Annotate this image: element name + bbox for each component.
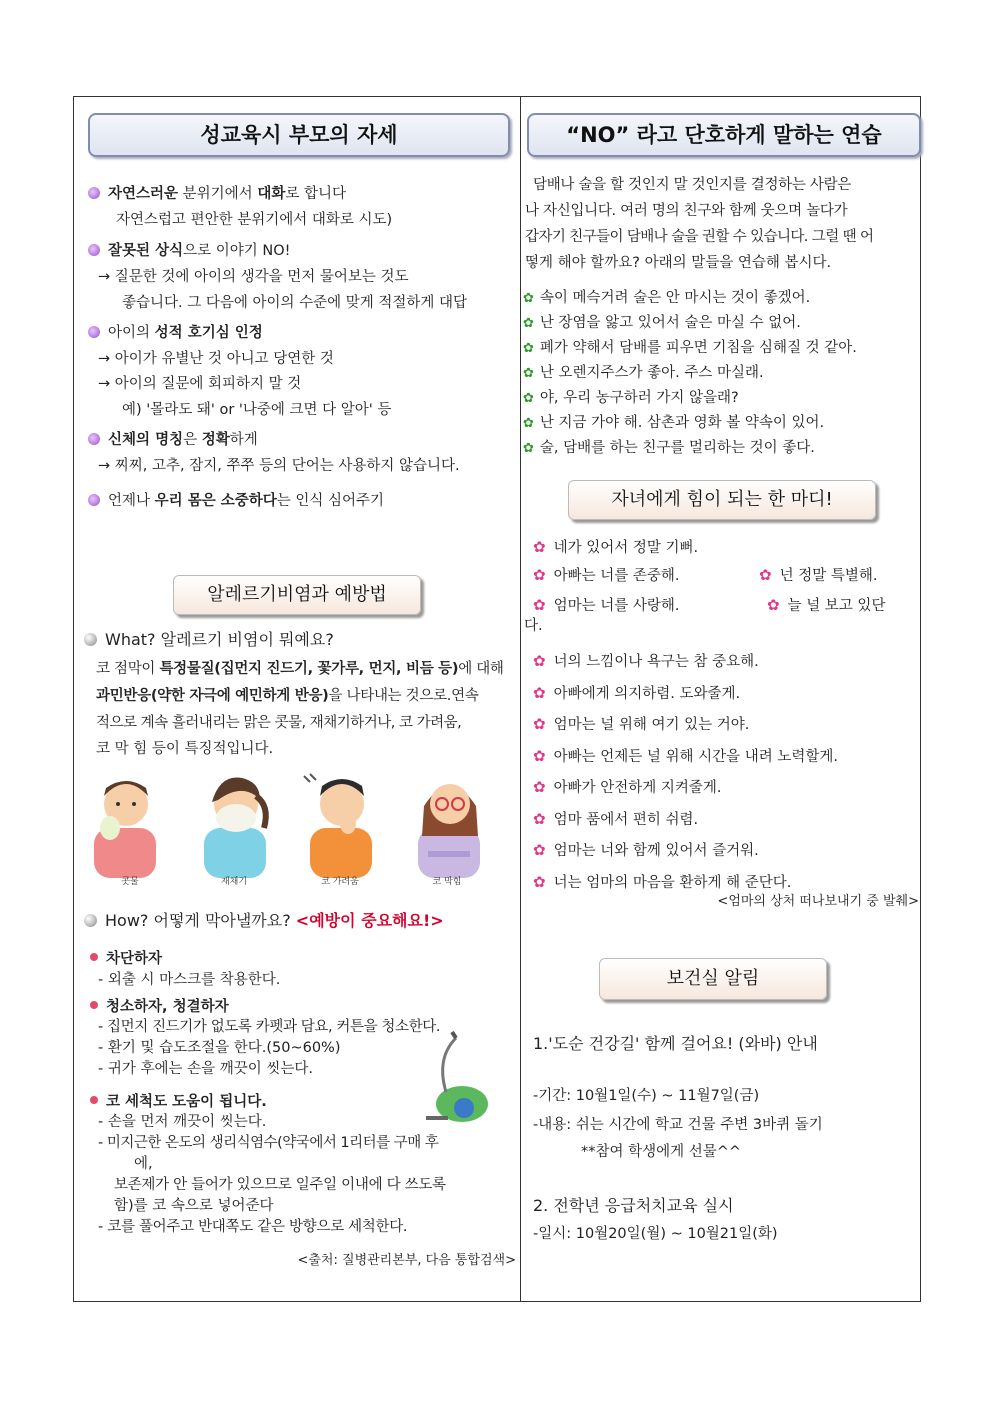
- prevention-2-line-2: - 환기 및 습도조절을 한다.(50~60%): [98, 1040, 341, 1056]
- caption-runny-nose: 콧물: [121, 877, 139, 887]
- caption-itchy-nose: 코 가려움: [321, 877, 359, 887]
- notice-1-content: -내용: 쉬는 시간에 학교 건물 주변 3바퀴 돌기: [533, 1117, 823, 1133]
- prevention-1-line-1: - 외출 시 마스크를 착용한다.: [98, 972, 281, 988]
- prevention-2-line-3: - 귀가 후에는 손을 깨끗이 씻는다.: [98, 1061, 313, 1077]
- prevention-2-title: 청소하자, 청결하자: [90, 996, 229, 1018]
- no-phrase-item: ✿ 난 장염을 앓고 있어서 술은 마실 수 없어.: [523, 315, 801, 331]
- sprout-icon: ✿: [523, 416, 534, 431]
- dot-icon: [90, 953, 98, 961]
- flower-icon: ✿: [533, 809, 546, 828]
- prevention-3-line-5: 함)를 코 속으로 넣어준다: [114, 1198, 274, 1214]
- dot-icon: [90, 1001, 98, 1009]
- source-note: <출처: 질병관리본부, 다음 통합검색>: [297, 1253, 516, 1268]
- what-line-3: 적으로 계속 흘러내리는 맑은 콧물, 재채기하거나, 코 가려움,: [96, 715, 462, 731]
- dot-icon: [90, 1096, 98, 1104]
- prevention-3-line-2: - 미지근한 온도의 생리식염수(약국에서 1리터를 구매 후: [98, 1135, 439, 1151]
- encouragement-list: [533, 646, 838, 898]
- notice-1-gift: **참여 학생에게 선물^^: [581, 1144, 742, 1160]
- health-room-notice-title: 보건실 알림: [599, 958, 827, 1000]
- flower-icon: ✿: [533, 872, 546, 891]
- encouragement-item: ✿ 너의 느낌이나 욕구는 참 중요해.: [533, 652, 759, 670]
- intro-line-2: 나 자신입니다. 여러 명의 친구와 함께 웃으며 놀다가: [525, 203, 848, 219]
- no-phrase-list: [523, 286, 857, 461]
- item-1-head: 자연스러운 분위기에서 대화로 합니다: [88, 182, 346, 207]
- what-question: What? 알레르기 비염이 뭐예요?: [84, 627, 334, 652]
- sprout-icon: ✿: [523, 441, 534, 456]
- sprout-icon: ✿: [523, 391, 534, 406]
- phrase-row-3: ✿ 엄마는 너를 사랑해.: [533, 596, 680, 614]
- flower-icon: ✿: [533, 683, 546, 702]
- encouragement-item: ✿ 엄마 품에서 편히 쉬렴.: [533, 809, 699, 828]
- item-4-line-1: → 찌찌, 고추, 잠지, 쭈쭈 등의 단어는 사용하지 않습니다.: [98, 458, 460, 474]
- flower-icon: ✿: [533, 652, 546, 670]
- phrase-row-3c: 다.: [524, 618, 543, 634]
- encouragement-title: 자녀에게 힘이 되는 한 마디!: [568, 480, 876, 520]
- item-5-head: 언제나 우리 몸은 소중하다는 인식 심어주기: [88, 489, 384, 514]
- no-phrase-item: ✿ 폐가 약해서 담배를 피우면 기침을 심해질 것 같아.: [523, 340, 857, 356]
- phrase-row-1: ✿ 네가 있어서 정말 기뻐.: [533, 538, 699, 556]
- stuffy-nose-illustration: [404, 766, 494, 884]
- vacuum-cleaner-illustration: [416, 1028, 492, 1126]
- what-line-2: 과민반응(약한 자극에 예민하게 반응)을 나타내는 것으로.연속: [96, 688, 479, 704]
- phrase-row-2: ✿ 아빠는 너를 존중해.: [533, 566, 680, 584]
- no-phrase-item: ✿ 속이 메슥거려 술은 안 마시는 것이 좋겠어.: [523, 290, 811, 306]
- encouragement-item: ✿ 너는 엄마의 마음을 환하게 해 준단다.: [533, 872, 792, 891]
- flower-icon: ✿: [533, 538, 546, 556]
- prevention-2-line-1: - 집먼지 진드기가 없도록 카펫과 담요, 커튼을 청소한다.: [98, 1019, 441, 1035]
- item-2-line-1: → 질문한 것에 아이의 생각을 먼저 물어보는 것도: [98, 269, 409, 285]
- flower-icon: [88, 187, 100, 199]
- say-no-title: “NO” 라고 단호하게 말하는 연습: [527, 113, 921, 157]
- runny-nose-illustration: [80, 766, 170, 884]
- flower-icon: [88, 494, 100, 506]
- ball-icon: [84, 914, 97, 927]
- flower-icon: ✿: [767, 596, 780, 614]
- phrase-row-3b: ✿ 늘 널 보고 있단: [767, 596, 886, 614]
- caption-sneeze: 재채기: [220, 877, 248, 887]
- encouragement-item: ✿ 엄마는 널 위해 여기 있는 거야.: [533, 715, 750, 733]
- how-question: How? 어떻게 막아낼까요? <예방이 중요해요!>: [84, 908, 444, 933]
- intro-line-1: 담배나 술을 할 것인지 말 것인지를 결정하는 사람은: [533, 177, 852, 193]
- item-3-line-2: → 아이의 질문에 회피하지 말 것: [98, 376, 302, 392]
- item-3-line-3: 예) '몰라도 돼' or '나중에 크면 다 알아' 등: [122, 402, 392, 418]
- item-2-head: 잘못된 상식으로 이야기 NO!: [88, 239, 290, 264]
- encouragement-item: ✿ 엄마는 너와 함께 있어서 즐거워.: [533, 841, 759, 859]
- notice-2-date: -일시: 10월20일(월) ~ 10월21일(화): [533, 1226, 778, 1242]
- notice-1-title: 1.'도순 건강길' 함께 걸어요! (와바) 안내: [533, 1034, 818, 1053]
- notice-2-title: 2. 전학년 응급처치교육 실시: [533, 1196, 734, 1215]
- prevention-3-line-1: - 손을 먼저 깨끗이 씻는다.: [98, 1114, 267, 1130]
- prevention-3-line-3: 에,: [134, 1156, 153, 1172]
- prevention-3-line-4: 보존제가 안 들어가 있으므로 일주일 이내에 다 쓰도록: [114, 1177, 446, 1193]
- flower-icon: ✿: [533, 841, 546, 859]
- prevention-3-title: 코 세척도 도움이 됩니다.: [90, 1091, 267, 1113]
- encouragement-item: ✿ 아빠가 안전하게 지켜줄게.: [533, 778, 722, 796]
- item-2-line-2: 좋습니다. 그 다음에 아이의 수준에 맞게 적절하게 대답: [122, 295, 468, 311]
- caption-stuffy-nose: 코 막힘: [432, 877, 462, 887]
- intro-line-3: 갑자기 친구들이 담배나 술을 권할 수 있습니다. 그럴 땐 어: [525, 229, 874, 245]
- flower-icon: ✿: [759, 566, 772, 584]
- intro-line-4: 떻게 해야 할까요? 아래의 말들을 연습해 봅시다.: [525, 255, 832, 271]
- flower-icon: ✿: [533, 778, 546, 796]
- flower-icon: ✿: [533, 596, 546, 614]
- sprout-icon: ✿: [523, 366, 534, 381]
- flower-icon: [88, 244, 100, 256]
- prevention-1-title: 차단하자: [90, 948, 162, 970]
- item-3-line-1: → 아이가 유별난 것 아니고 당연한 것: [98, 351, 334, 367]
- flower-icon: ✿: [533, 715, 546, 733]
- what-line-1: 코 점막이 특정물질(집먼지 진드기, 꽃가루, 먼지, 비듬 등)에 대해: [96, 661, 504, 677]
- flower-icon: [88, 326, 100, 338]
- encouragement-item: ✿ 아빠에게 의지하렴. 도와줄게.: [533, 683, 741, 702]
- allergy-title: 알레르기비염과 예방법: [173, 575, 421, 615]
- sprout-icon: ✿: [523, 316, 534, 331]
- no-phrase-item: ✿ 난 지금 가야 해. 삼촌과 영화 볼 약속이 있어.: [523, 415, 825, 431]
- no-phrase-item: ✿ 술, 담배를 하는 친구를 멀리하는 것이 좋다.: [523, 440, 815, 456]
- sprout-icon: ✿: [523, 291, 534, 306]
- itchy-nose-illustration: [296, 766, 386, 884]
- sex-education-title: 성교육시 부모의 자세: [88, 113, 510, 157]
- item-4-head: 신체의 명칭은 정확하게: [88, 428, 258, 453]
- left-column: [74, 96, 520, 1302]
- sneeze-illustration: [190, 766, 280, 884]
- excerpt-note: <엄마의 상처 떠나보내기 중 발췌>: [717, 894, 919, 909]
- right-column: [521, 96, 921, 1302]
- item-1-sub: 자연스럽고 편안한 분위기에서 대화로 시도): [116, 212, 393, 228]
- phrase-row-2b: ✿ 넌 정말 특별해.: [759, 566, 878, 584]
- item-3-head: 아이의 성적 호기심 인정: [88, 321, 263, 346]
- ball-icon: [84, 633, 97, 646]
- flower-icon: [88, 433, 100, 445]
- sprout-icon: ✿: [523, 341, 534, 356]
- notice-1-period: -기간: 10월1일(수) ~ 11월7일(금): [533, 1088, 760, 1104]
- flower-icon: ✿: [533, 746, 546, 765]
- what-line-4: 코 막 힘 등이 특징적입니다.: [96, 741, 274, 757]
- flower-icon: ✿: [533, 566, 546, 584]
- no-phrase-item: ✿ 야, 우리 농구하러 가지 않을래?: [523, 390, 739, 406]
- prevention-3-line-6: - 코를 풀어주고 반대쪽도 같은 방향으로 세척한다.: [98, 1219, 408, 1235]
- encouragement-item: ✿ 아빠는 언제든 널 위해 시간을 내려 노력할게.: [533, 746, 838, 765]
- no-phrase-item: ✿ 난 오렌지주스가 좋아. 주스 마실래.: [523, 365, 764, 381]
